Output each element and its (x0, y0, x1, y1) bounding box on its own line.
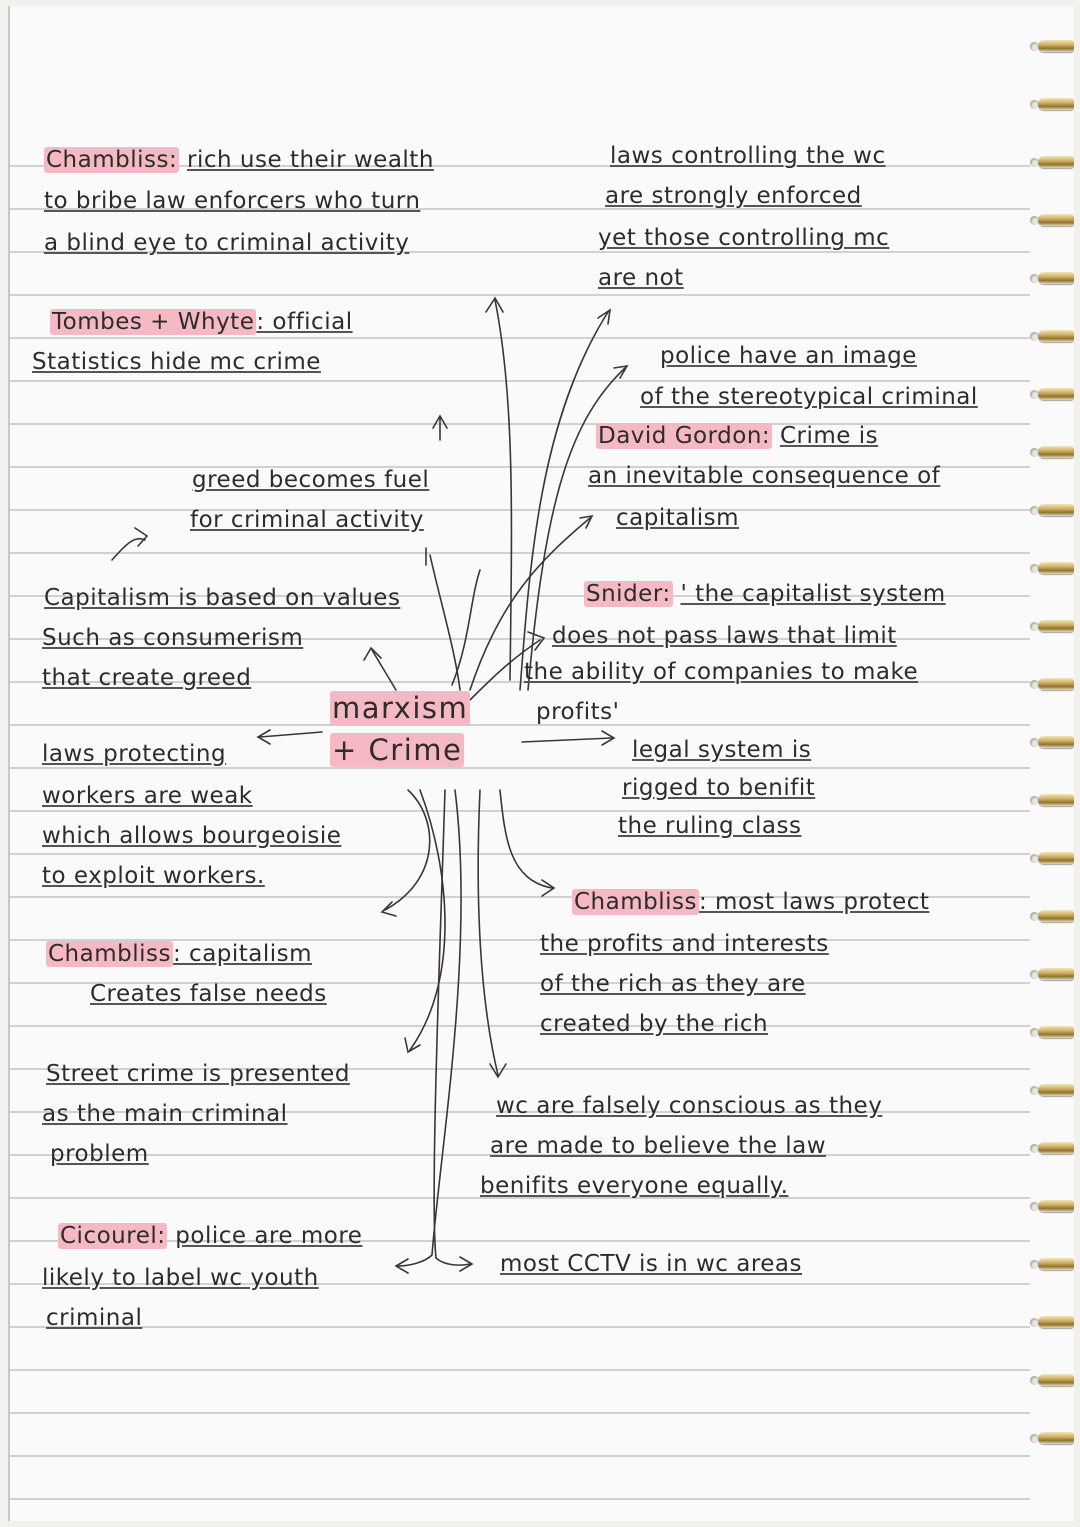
chambliss-name: Chambliss: (46, 147, 178, 173)
center-subtitle (330, 730, 464, 770)
center-title: marxism (332, 691, 469, 725)
note-line: ' the capitalist system (680, 581, 946, 607)
note-line: likely to label wc youth (42, 1265, 319, 1291)
cctv-note: most CCTV is in wc areas (500, 1251, 803, 1277)
chambliss-laws-note (572, 882, 929, 922)
note-line: : most laws protect (698, 889, 930, 915)
note-line: are made to believe the law (490, 1133, 827, 1159)
center-subtitle-text: + Crime (332, 733, 463, 767)
note-line: yet those controlling mc (598, 225, 890, 251)
cicourel-name: Cicourel: (60, 1223, 166, 1249)
note-line: police are more (175, 1223, 363, 1249)
note-line: workers are weak (42, 783, 253, 809)
note-line: an inevitable consequence of (588, 463, 941, 489)
note-line: created by the rich (540, 1011, 769, 1037)
center-topic (330, 688, 470, 728)
greed-fuel-note: greed becomes fuel (192, 467, 430, 493)
note-line: capitalism (616, 505, 740, 531)
spiral-binding (1030, 6, 1074, 1521)
note-line: to bribe law enforcers who turn (44, 188, 421, 214)
note-line: which allows bourgeoisie (42, 823, 342, 849)
note-line: does not pass laws that limit (552, 623, 897, 649)
note-line: the ability of companies to make (524, 659, 919, 685)
note-line: the ruling class (618, 813, 802, 839)
chambliss-name: Chambliss (48, 941, 171, 967)
note-line: Crime is (779, 423, 879, 449)
tombes-whyte-note (50, 302, 353, 342)
note-line: are strongly enforced (605, 183, 862, 209)
note-line: benifits everyone equally. (480, 1173, 789, 1199)
note-line: of the stereotypical criminal (640, 384, 978, 410)
street-crime-note: Street crime is presented (46, 1061, 350, 1087)
note-line: rich use their wealth (187, 147, 434, 173)
capitalism-values-note: Capitalism is based on values (44, 585, 401, 611)
note-line: : capitalism (172, 941, 313, 967)
police-image-note: police have an image (660, 343, 917, 369)
note-line: of the rich as they are (540, 971, 806, 997)
note-line: Statistics hide mc crime (32, 349, 321, 375)
note-line: rigged to benifit (622, 775, 816, 801)
note-line: problem (50, 1141, 149, 1167)
note-line: to exploit workers. (42, 863, 265, 889)
note-line: Such as consumerism (42, 625, 304, 651)
chambliss-false-needs-note (46, 934, 312, 974)
note-line: are not (598, 265, 684, 291)
snider-note (584, 574, 946, 614)
snider-name: Snider: (586, 581, 671, 607)
chambliss-name: Chambliss (574, 889, 697, 915)
laws-protecting-note: laws protecting (42, 741, 227, 767)
note-line: as the main criminal (42, 1101, 288, 1127)
david-gordon-name: David Gordon: (598, 423, 771, 449)
cicourel-note (58, 1216, 362, 1256)
note-line: Creates false needs (90, 981, 327, 1007)
note-line: the profits and interests (540, 931, 829, 957)
note-line: a blind eye to criminal activity (44, 230, 410, 256)
note-line: for criminal activity (190, 507, 424, 533)
note-line: criminal (46, 1305, 143, 1331)
note-line: profits' (536, 699, 620, 725)
david-gordon-note (596, 416, 878, 456)
tombes-whyte-name: Tombes + Whyte (52, 309, 255, 335)
legal-system-note: legal system is (632, 737, 812, 763)
note-line: that create greed (42, 665, 252, 691)
note-line: : official (256, 309, 353, 335)
chambliss-bribe-note (44, 140, 434, 180)
false-consciousness-note: wc are falsely conscious as they (496, 1093, 883, 1119)
laws-controlling-note: laws controlling the wc (610, 143, 886, 169)
